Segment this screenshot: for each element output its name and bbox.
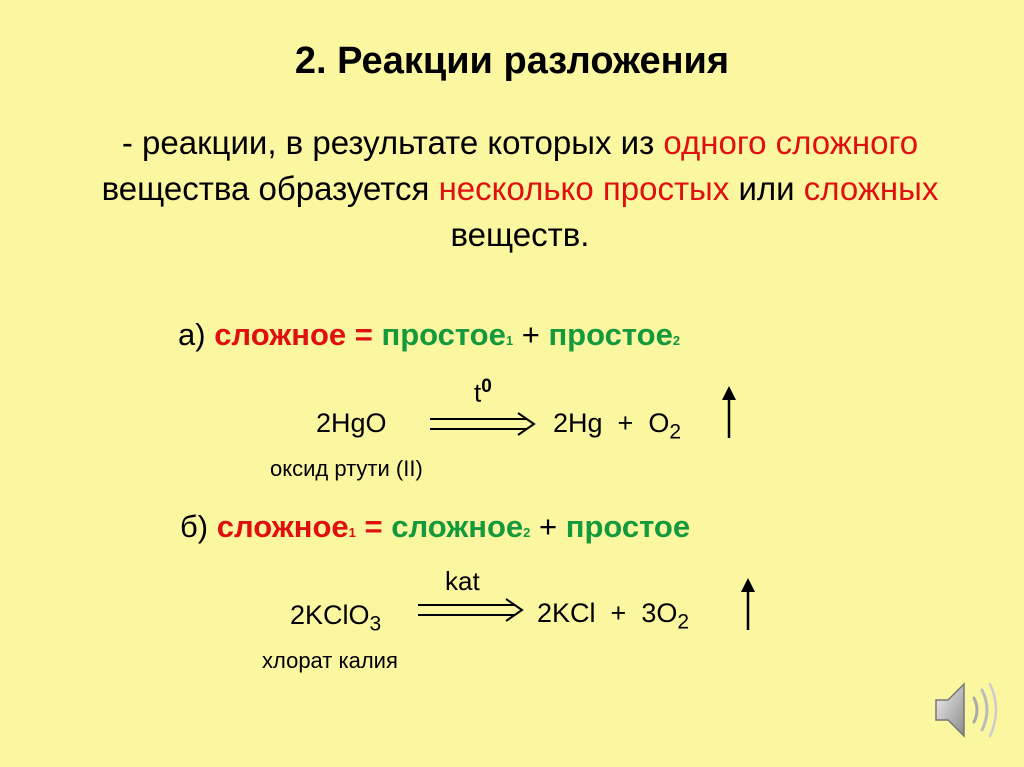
definition-text [90,120,950,258]
reaction-b-product-1: 2KCl [537,598,596,628]
rule-b-equals: = [355,509,392,544]
rule-b-label: б) [180,509,217,544]
reaction-arrow-b-icon [418,598,528,622]
definition-part: веществ. [450,216,590,253]
reaction-a-reactant-name: оксид ртути (II) [270,456,423,481]
rule-b-sub-2: 2 [523,525,531,540]
definition-highlight: сложных [803,170,939,207]
reaction-b-reactant-name: хлорат калия [262,648,398,673]
reaction-b-condition: kat [445,566,480,596]
rule-b-plus: + [530,509,566,544]
reaction-b-plus: + [610,598,627,628]
page-title: 2. Реакции разложения [294,40,730,82]
definition-highlight: несколько простых [438,170,730,207]
rule-a-simple-2: простое [548,317,673,352]
condition-superscript: 0 [481,376,492,397]
rule-a-sub-2: 2 [672,333,681,348]
reaction-a-condition [474,376,492,409]
definition-part: - реакции, в результате которых из [121,124,664,161]
definition-highlight: одного сложного [663,124,919,161]
rule-b-complex-2: сложное [391,509,524,544]
gas-arrow-up-icon [741,578,755,630]
reaction-a-product-1: 2Hg [553,408,603,438]
rule-a-sub-1: 1 [505,333,514,348]
gas-arrow-up-icon [722,386,736,438]
reaction-b-reactant [290,600,381,636]
reaction-a-product-2-sub: 2 [669,420,682,444]
speaker-icon[interactable] [930,678,1000,742]
rule-b-sub-1: 1 [348,525,356,540]
rule-a-label: а) [178,317,215,352]
reaction-b-reactant-formula: 2KClO [290,600,370,630]
reaction-a-reactant: 2HgO [316,408,387,438]
reaction-b-product-2: 3O [641,598,678,628]
reaction-arrow-a-icon [430,412,540,436]
rule-b [180,509,690,545]
reaction-b-reactant-sub: 3 [369,612,382,636]
definition-part: вещества образуется [101,170,439,207]
rule-a [178,317,680,353]
reaction-a-products [553,408,681,444]
rule-a-plus: + [513,317,549,352]
reaction-b-product-2-sub: 2 [677,610,690,634]
reaction-a-plus: + [617,408,634,438]
reaction-a-product-2: O [648,408,670,438]
rule-a-simple-1: простое [381,317,506,352]
reaction-b-products [537,598,689,634]
rule-a-complex: сложное = [214,317,373,352]
condition-letter: t [474,377,482,408]
rule-b-simple: простое [565,509,691,544]
rule-b-complex-1: сложное [216,509,349,544]
definition-part: или [729,170,804,207]
